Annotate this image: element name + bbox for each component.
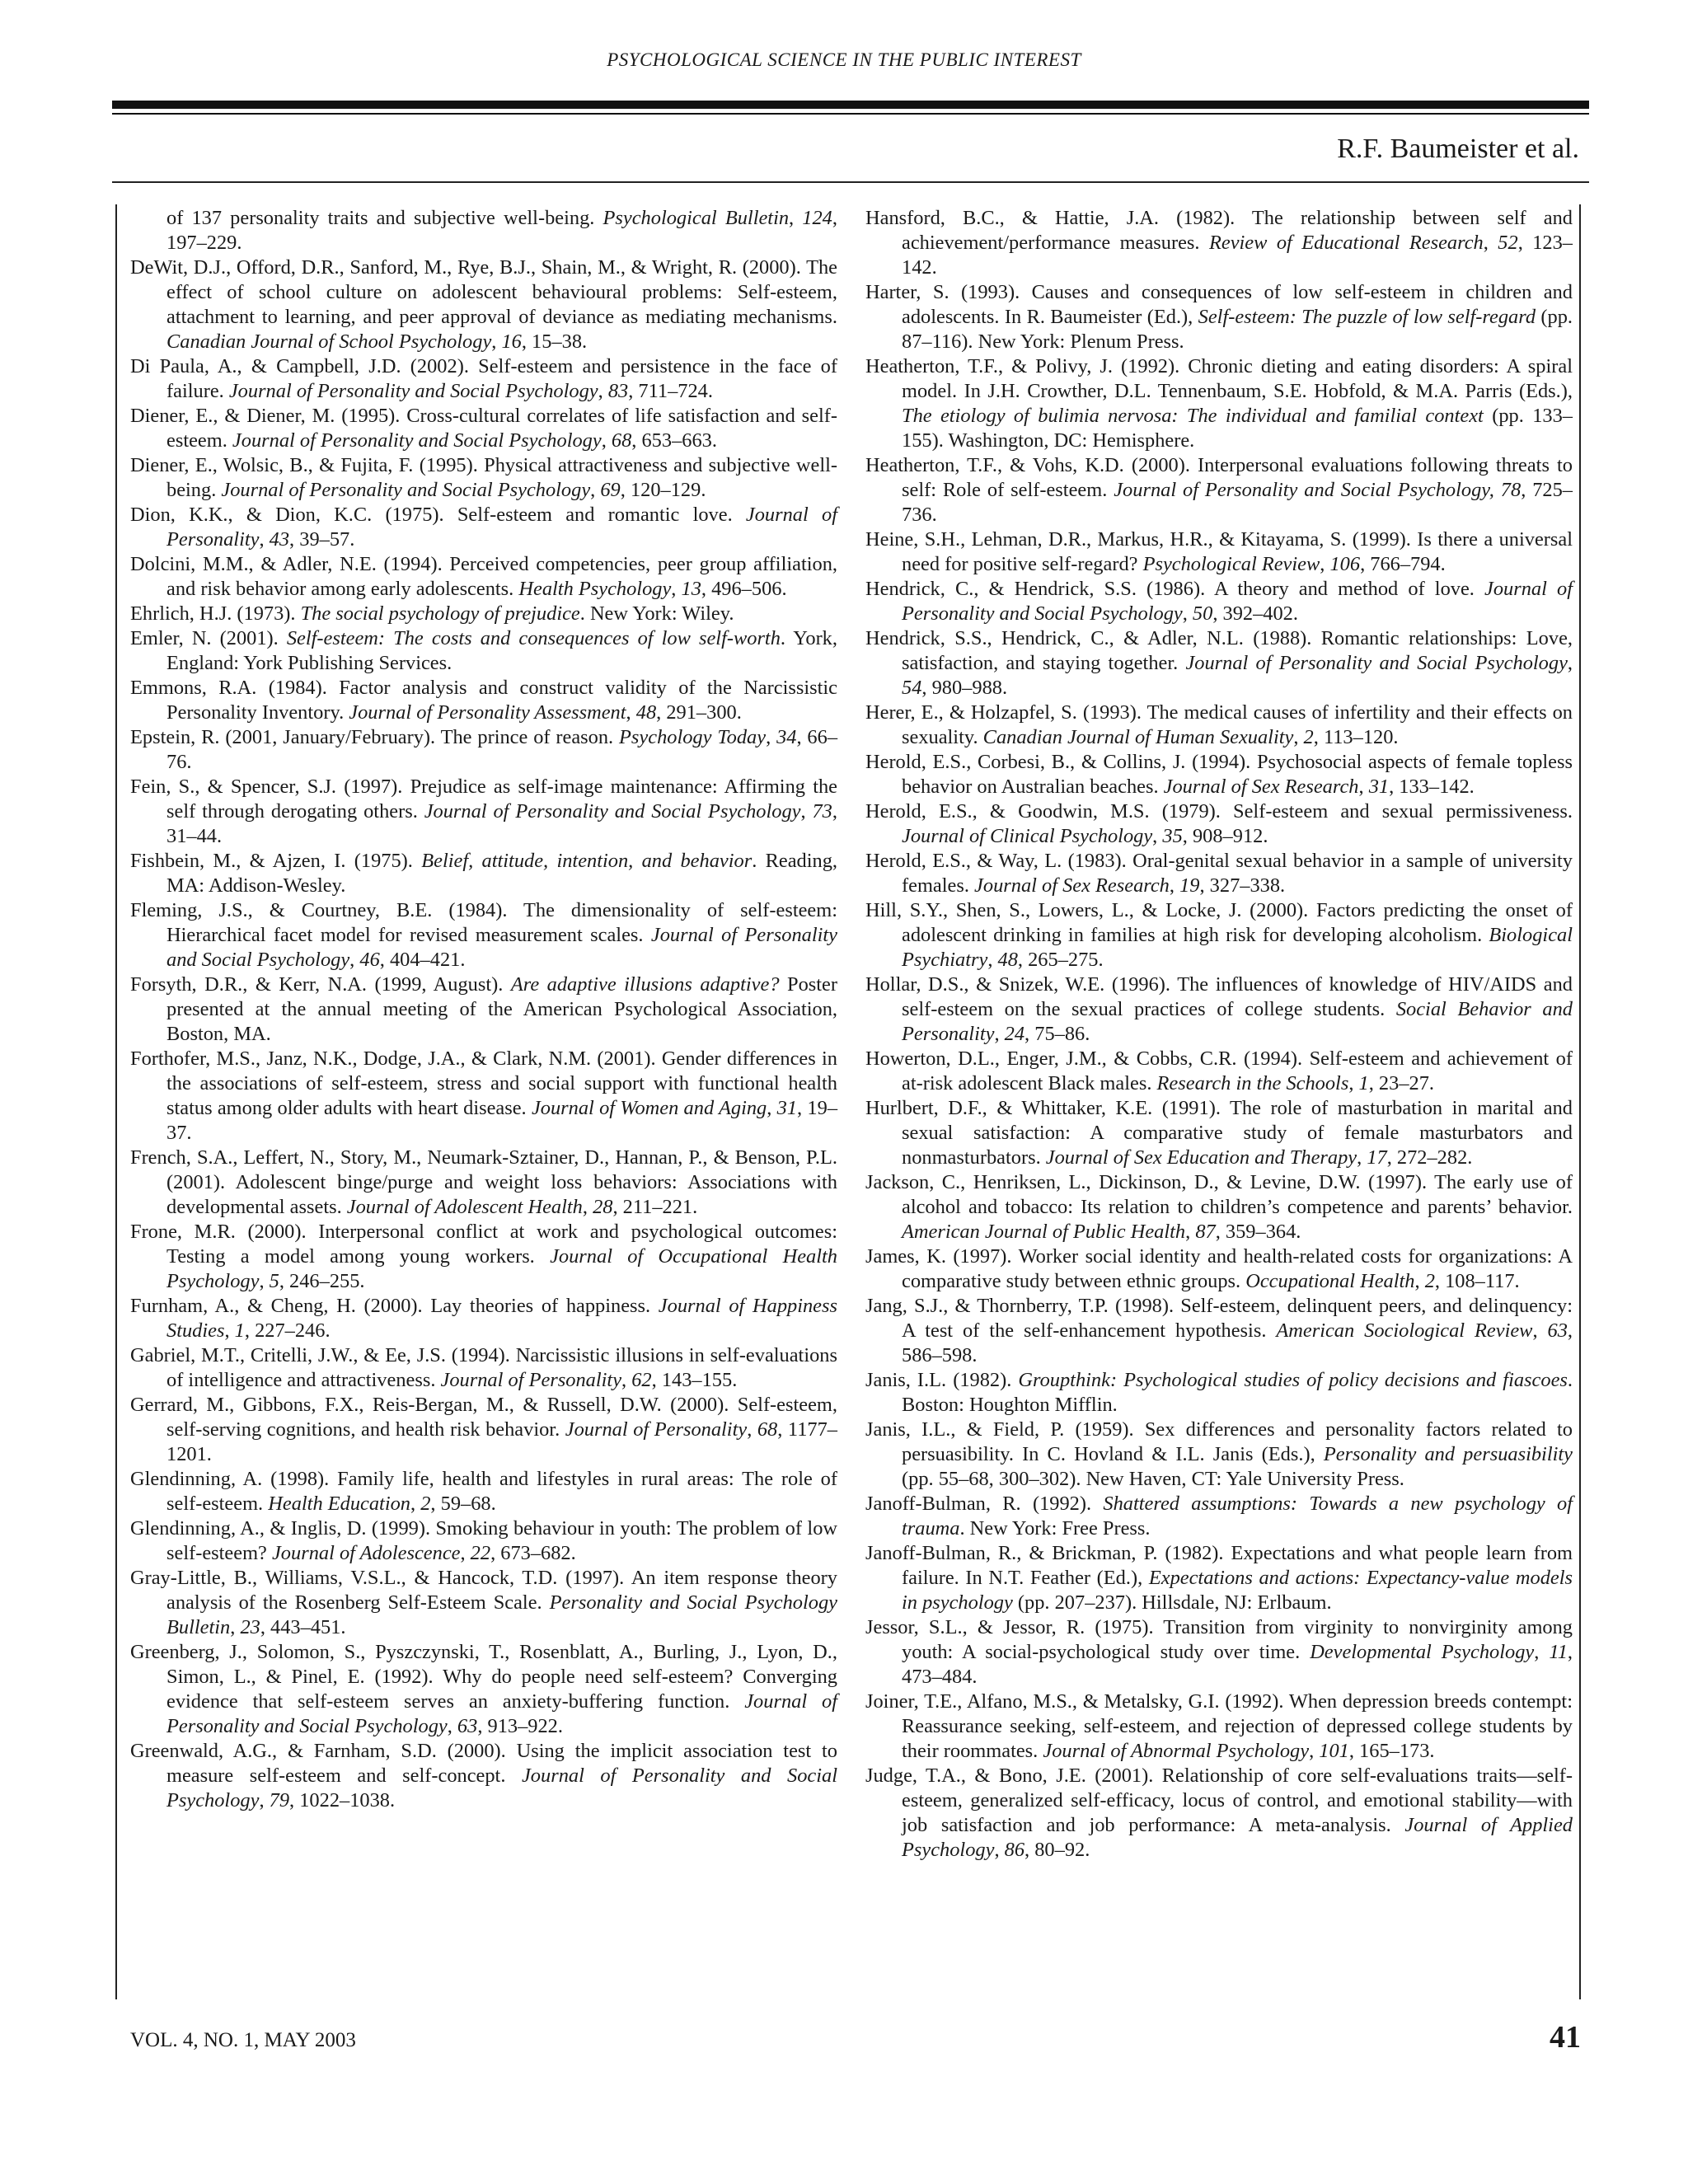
- reference-text: . Reading, MA: Addison-Wesley.: [166, 850, 837, 897]
- reference-italic: 43: [269, 528, 290, 551]
- reference-entry: [130, 1467, 837, 1516]
- reference-entry: [865, 1615, 1573, 1690]
- reference-text: Herold, E.S., & Goodwin, M.S. (1979). Self-esteem and sexual permissiveness.: [865, 800, 1573, 823]
- reference-italic: 68: [611, 429, 632, 452]
- reference-entry: [130, 503, 837, 552]
- reference-text: Joiner, T.E., Alfano, M.S., & Metalsky, G.I. (1992). When depression breeds contempt: Reassurance seeking, self-esteem, and rejection of depressed college students by their roommates.: [865, 1690, 1573, 1762]
- reference-column-left: [130, 206, 837, 1813]
- reference-italic: 2: [1303, 726, 1314, 748]
- reference-text: , 66–76.: [166, 726, 838, 773]
- reference-text: ,: [767, 1097, 777, 1119]
- reference-text: . Boston: Houghton Mifflin.: [902, 1369, 1573, 1416]
- reference-italic: 1: [234, 1319, 245, 1342]
- reference-italic: Journal of Abnormal Psychology: [1043, 1740, 1310, 1762]
- reference-text: Gray-Little, B., Williams, V.S.L., & Hancock, T.D. (1997). An item response theory analysis of the Rosenberg Self-Esteem Scale.: [130, 1567, 837, 1614]
- reference-entry: [865, 1170, 1573, 1244]
- reference-italic: 52: [1498, 232, 1518, 254]
- reference-italic: Journal of Personality and Social Psychology: [166, 924, 837, 971]
- reference-text: , 908–912.: [1182, 825, 1268, 847]
- reference-text: ,: [987, 949, 998, 971]
- reference-text: , 15–38.: [521, 330, 588, 353]
- reference-text: Howerton, D.L., Enger, J.M., & Cobbs, C.R. (1994). Self-esteem and achievement of at-risk adolescent Black males.: [865, 1047, 1573, 1094]
- reference-entry: [130, 1640, 837, 1739]
- reference-entry: [865, 626, 1573, 701]
- reference-italic: 35: [1162, 825, 1183, 847]
- reference-text: , 980–988.: [921, 677, 1008, 699]
- reference-text: ,: [601, 429, 612, 452]
- reference-entry: [865, 750, 1573, 799]
- reference-italic: Journal of Sex Research: [1163, 776, 1359, 798]
- reference-italic: 63: [457, 1715, 478, 1737]
- reference-entry: [130, 1047, 837, 1146]
- reference-text: (pp. 87–116). New York: Plenum Press.: [902, 306, 1573, 353]
- reference-italic: Personality and Social Psychology Bulletin: [166, 1591, 837, 1638]
- reference-italic: Journal of Personality and Social Psychology, 78: [1114, 479, 1522, 501]
- reference-italic: Journal of Clinical Psychology: [902, 825, 1153, 847]
- reference-text: , 31–44.: [166, 800, 837, 847]
- column-rule-right: [1579, 204, 1581, 1999]
- reference-text: , 496–506.: [701, 578, 787, 600]
- reference-text: . New York: Wiley.: [579, 602, 734, 625]
- reference-text: , 19–37.: [166, 1097, 838, 1144]
- reference-text: , 197–229.: [166, 207, 837, 254]
- reference-text: French, S.A., Leffert, N., Story, M., Neumark-Sztainer, D., Hannan, P., & Benson, P.L. (2001). Adolescent binge/purge and weight loss behaviors: Associations with developmental assets.: [130, 1146, 837, 1218]
- reference-text: ,: [1357, 1146, 1367, 1169]
- reference-entry: [865, 577, 1573, 626]
- reference-text: , 359–364.: [1215, 1221, 1301, 1243]
- reference-italic: 54: [902, 677, 922, 699]
- reference-italic: Review of Educational Research: [1208, 232, 1484, 254]
- reference-text: James, K. (1997). Worker social identity and health-related costs for organizations: A comparative study between ethnic groups.: [865, 1245, 1573, 1292]
- reference-text: , 265–275.: [1017, 949, 1104, 971]
- reference-text: Hendrick, S.S., Hendrick, C., & Adler, N.L. (1988). Romantic relationships: Love, satisfaction, and staying together.: [865, 627, 1573, 674]
- reference-text: ,: [1320, 553, 1330, 575]
- reference-italic: Health Psychology: [518, 578, 672, 600]
- reference-italic: Developmental Psychology: [1310, 1641, 1535, 1663]
- reference-italic: Are adaptive illusions adaptive?: [510, 973, 780, 996]
- reference-text: Herold, E.S., & Way, L. (1983). Oral-genital sexual behavior in a sample of university females.: [865, 850, 1573, 897]
- reference-italic: 22: [470, 1542, 491, 1564]
- reference-italic: 101: [1319, 1740, 1349, 1762]
- reference-text: Furnham, A., & Cheng, H. (2000). Lay theories of happiness.: [130, 1295, 659, 1317]
- reference-text: ,: [1358, 776, 1369, 798]
- reference-entry: [130, 1146, 837, 1220]
- reference-italic: Journal of Personality: [565, 1418, 748, 1441]
- reference-entry: [865, 849, 1573, 898]
- reference-text: Diener, E., Wolsic, B., & Fujita, F. (1995). Physical attractiveness and subjective well-being.: [130, 454, 837, 501]
- header-rule-thick: [112, 101, 1589, 109]
- reference-italic: Journal of Sex Education and Therapy: [1045, 1146, 1357, 1169]
- reference-entry: [865, 453, 1573, 527]
- reference-italic: 63: [1547, 1319, 1568, 1342]
- reference-text: (pp. 207–237). Hillsdale, NJ: Erlbaum.: [1012, 1591, 1332, 1614]
- reference-text: , 39–57.: [289, 528, 355, 551]
- reference-entry: [130, 898, 837, 972]
- reference-text: , 211–221.: [612, 1196, 698, 1218]
- reference-entry: [130, 1393, 837, 1467]
- reference-italic: Journal of Adolescence: [271, 1542, 461, 1564]
- reference-italic: Journal of Personality: [440, 1369, 622, 1391]
- reference-text: of 137 personality traits and subjective well-being.: [166, 207, 603, 229]
- reference-text: Janis, I.L. (1982).: [865, 1369, 1019, 1391]
- reference-italic: Psychological Review: [1142, 553, 1320, 575]
- reference-italic: Journal of Occupational Health Psychology: [166, 1245, 837, 1292]
- reference-text: ,: [1348, 1072, 1359, 1094]
- reference-text: ,: [491, 330, 502, 353]
- column-rule-left: [115, 204, 117, 1999]
- running-head-authors: R.F. Baumeister et al.: [1337, 134, 1579, 164]
- reference-text: ,: [349, 949, 360, 971]
- reference-text: Heine, S.H., Lehman, D.R., Markus, H.R., & Kitayama, S. (1999). Is there a universal need for positive self-regard?: [865, 528, 1573, 575]
- reference-italic: 106: [1329, 553, 1361, 575]
- reference-text: , 123–142.: [902, 232, 1573, 279]
- reference-text: . New York: Free Press.: [959, 1517, 1151, 1540]
- reference-text: , 246–255.: [279, 1270, 365, 1292]
- reference-text: ,: [621, 1369, 632, 1391]
- reference-entry: [865, 206, 1573, 280]
- reference-entry: [130, 626, 837, 676]
- reference-text: ,: [230, 1616, 241, 1638]
- reference-entry: [130, 725, 837, 775]
- reference-entry: [865, 1294, 1573, 1368]
- page-number: 41: [1550, 2020, 1581, 2055]
- reference-italic: Self-esteem: The puzzle of low self-regard: [1198, 306, 1536, 328]
- reference-entry: [865, 354, 1573, 453]
- reference-entry: [865, 799, 1573, 849]
- header-rule-thin: [112, 113, 1589, 115]
- reference-italic: 34: [776, 726, 797, 748]
- reference-text: Herer, E., & Holzapfel, S. (1993). The medical causes of infertility and their effects on sexuality.: [865, 701, 1573, 748]
- reference-entry: [130, 404, 837, 453]
- reference-italic: Health Education: [268, 1493, 411, 1515]
- reference-text: , 75–86.: [1025, 1023, 1090, 1045]
- reference-italic: Journal of Applied Psychology: [902, 1814, 1573, 1861]
- reference-text: , 108–117.: [1434, 1270, 1520, 1292]
- reference-italic: Journal of Personality and Social Psychology: [166, 1690, 837, 1737]
- reference-text: ,: [1293, 726, 1304, 748]
- reference-text: (pp. 133–155). Washington, DC: Hemisphere.: [902, 405, 1573, 452]
- reference-entry: [865, 1368, 1573, 1418]
- reference-text: Judge, T.A., & Bono, J.E. (2001). Relationship of core self-evaluations traits—self-esteem, generalized self-efficacy, locus of control, and emotional stability—with job satisfaction and job performance: A meta-analysis.: [865, 1765, 1573, 1836]
- reference-text: , 913–922.: [477, 1715, 563, 1737]
- reference-entry: [865, 972, 1573, 1047]
- reference-text: ,: [447, 1715, 457, 1737]
- reference-text: ,: [598, 380, 608, 402]
- reference-italic: 31: [776, 1097, 798, 1119]
- reference-entry: [130, 849, 837, 898]
- reference-italic: 24: [1004, 1023, 1025, 1045]
- reference-text: DeWit, D.J., Offord, D.R., Sanford, M., Rye, B.J., Shain, M., & Wright, R. (2000). The effect of school culture on adolescent behavioural problems: Self-esteem, attachment to learning, and peer approval of deviance as mediating mechanisms.: [130, 256, 837, 328]
- reference-text: Glendinning, A., & Inglis, D. (1999). Smoking behaviour in youth: The problem of low self-esteem?: [130, 1517, 837, 1564]
- reference-text: ,: [1534, 1641, 1550, 1663]
- reference-entry: [130, 1566, 837, 1640]
- reference-italic: Journal of Personality Assessment: [349, 701, 626, 724]
- reference-entry: [865, 1541, 1573, 1615]
- reference-italic: 50: [1192, 602, 1213, 625]
- reference-text: , 133–142.: [1389, 776, 1475, 798]
- reference-italic: Journal of Personality and Social Psychology: [221, 479, 591, 501]
- reference-text: , 586–598.: [902, 1319, 1573, 1366]
- reference-italic: Belief, attitude, intention, and behavior: [421, 850, 753, 872]
- reference-text: , 404–421.: [379, 949, 466, 971]
- reference-italic: 28: [593, 1196, 613, 1218]
- reference-text: ,: [766, 726, 777, 748]
- reference-italic: Self-esteem: The costs and consequences of low self-worth: [286, 627, 781, 649]
- reference-italic: 48: [997, 949, 1018, 971]
- reference-italic: 68: [757, 1418, 778, 1441]
- reference-text: , 327–338.: [1199, 874, 1286, 897]
- reference-text: , 120–129.: [620, 479, 706, 501]
- reference-text: Janoff-Bulman, R., & Brickman, P. (1982). Expectations and what people learn from failure. In N.T. Feather (Ed.),: [865, 1542, 1573, 1589]
- reference-italic: 2: [420, 1493, 431, 1515]
- reference-text: Hurlbert, D.F., & Whittaker, K.E. (1991). The role of masturbation in marital and sexual satisfaction: A comparative study of female masturbators and nonmasturbators.: [865, 1097, 1573, 1169]
- reference-text: Forthofer, M.S., Janz, N.K., Dodge, J.A., & Clark, N.M. (2001). Gender differences in the associations of self-esteem, stress and social support with functional health status among older adults with heart disease.: [130, 1047, 837, 1119]
- reference-italic: 73: [812, 800, 832, 823]
- reference-text: ,: [1185, 1221, 1196, 1243]
- reference-text: Hollar, D.S., & Snizek, W.E. (1996). The influences of knowledge of HIV/AIDS and self-esteem on the sexual practices of college students.: [865, 973, 1573, 1020]
- reference-text: , 725–736.: [902, 479, 1573, 526]
- reference-italic: 79: [269, 1789, 290, 1811]
- reference-text: , 143–155.: [651, 1369, 738, 1391]
- reference-text: , 443–451.: [260, 1616, 346, 1638]
- reference-text: Heatherton, T.F., & Polivy, J. (1992). Chronic dieting and eating disorders: A spiral model. In J.H. Crowther, D.L. Tennenbaum, S.E. Hobfold, & M.A. Parris (Eds.),: [865, 355, 1573, 402]
- reference-text: Ehrlich, H.J. (1973).: [130, 602, 301, 625]
- reference-italic: Journal of Personality and Social Psychology: [166, 1765, 837, 1811]
- reference-entry: [130, 676, 837, 725]
- reference-italic: 23: [240, 1616, 260, 1638]
- reference-text: ,: [582, 1196, 593, 1218]
- reference-text: ,: [259, 1270, 270, 1292]
- reference-text: ,: [626, 701, 636, 724]
- reference-text: ,: [1567, 652, 1573, 674]
- reference-text: , 673–682.: [490, 1542, 576, 1564]
- reference-italic: 2: [1424, 1270, 1435, 1292]
- reference-italic: The etiology of bulimia nervosa: The individual and familial context: [902, 405, 1484, 427]
- reference-italic: Groupthink: Psychological studies of policy decisions and fiascoes: [1018, 1369, 1568, 1391]
- reference-italic: Occupational Health: [1245, 1270, 1415, 1292]
- reference-italic: Journal of Happiness Studies: [166, 1295, 837, 1342]
- reference-entry: [130, 1343, 837, 1393]
- header-rule-bottom: [112, 181, 1589, 183]
- reference-entry: [130, 354, 837, 404]
- reference-entry: [865, 898, 1573, 972]
- reference-text: Hill, S.Y., Shen, S., Lowers, L., & Locke, J. (2000). Factors predicting the onset of adolescent drinking in families at high risk for developing alcoholism.: [865, 899, 1573, 946]
- reference-text: Emmons, R.A. (1984). Factor analysis and construct validity of the Narcissistic Personality Inventory.: [130, 677, 837, 724]
- reference-text: ,: [224, 1319, 235, 1342]
- reference-italic: Research in the Schools: [1156, 1072, 1349, 1094]
- reference-entry: [130, 453, 837, 503]
- reference-italic: 48: [635, 701, 657, 724]
- reference-italic: Journal of Adolescent Health: [346, 1196, 583, 1218]
- reference-text: ,: [590, 479, 601, 501]
- reference-text: Hendrick, C., & Hendrick, S.S. (1986). A theory and method of love.: [865, 578, 1485, 600]
- reference-italic: Psychology Today: [619, 726, 767, 748]
- reference-text: ,: [460, 1542, 471, 1564]
- reference-text: , 392–402.: [1212, 602, 1298, 625]
- reference-italic: Journal of Personality and Social Psychology: [228, 380, 598, 402]
- reference-text: , 1177–1201.: [166, 1418, 837, 1465]
- reference-italic: 31: [1368, 776, 1390, 798]
- reference-italic: 17: [1367, 1146, 1387, 1169]
- reference-text: Dion, K.K., & Dion, K.C. (1975). Self-esteem and romantic love.: [130, 504, 746, 526]
- reference-text: Epstein, R. (2001, January/February). The prince of reason.: [130, 726, 620, 748]
- reference-italic: Expectations and actions: Expectancy-value models in psychology: [902, 1567, 1573, 1614]
- reference-text: Herold, E.S., Corbesi, B., & Collins, J. (1994). Psychosocial aspects of female topless behavior on Australian beaches.: [865, 751, 1573, 798]
- reference-text: ,: [800, 800, 813, 823]
- reference-italic: Journal of Personality and Social Psychology: [1185, 652, 1568, 674]
- reference-text: Frone, M.R. (2000). Interpersonal conflict at work and psychological outcomes: Testing a model among young workers.: [130, 1221, 837, 1268]
- reference-text: ,: [410, 1493, 421, 1515]
- reference-text: Harter, S. (1993). Causes and consequences of low self-esteem in children and adolescents. In R. Baumeister (Ed.),: [865, 281, 1573, 328]
- reference-italic: 69: [600, 479, 621, 501]
- reference-italic: Shattered assumptions: Towards a new psychology of trauma: [902, 1493, 1573, 1540]
- reference-italic: 5: [269, 1270, 279, 1292]
- reference-text: Fleming, J.S., & Courtney, B.E. (1984). The dimensionality of self-esteem: Hierarchical facet model for revised measurement scales.: [130, 899, 837, 946]
- reference-italic: Journal of Personality: [166, 504, 837, 551]
- reference-text: Hansford, B.C., & Hattie, J.A. (1982). The relationship between self and achievement/performance measures.: [865, 207, 1573, 254]
- reference-entry: [865, 1764, 1573, 1863]
- reference-text: (pp. 55–68, 300–302). New Haven, CT: Yale University Press.: [902, 1468, 1404, 1490]
- reference-italic: Journal of Personality and Social Psychology: [232, 429, 602, 452]
- reference-text: Fishbein, M., & Ajzen, I. (1975).: [130, 850, 422, 872]
- reference-text: ,: [789, 207, 803, 229]
- reference-text: Diener, E., & Diener, M. (1995). Cross-cultural correlates of life satisfaction and self-esteem.: [130, 405, 837, 452]
- reference-italic: Social Behavior and Personality: [902, 998, 1573, 1045]
- journal-title: PSYCHOLOGICAL SCIENCE IN THE PUBLIC INTEREST: [607, 49, 1081, 70]
- reference-text: , 473–484.: [902, 1641, 1573, 1688]
- reference-text: Jackson, C., Henriksen, L., Dickinson, D., & Levine, D.W. (1997). The early use of alcohol and tobacco: Its relation to children’s competence and parents’ behavior.: [865, 1171, 1573, 1218]
- reference-text: Gabriel, M.T., Critelli, J.W., & Ee, J.S. (1994). Narcissistic illusions in self-evaluations of intelligence and attractiveness.: [130, 1344, 837, 1391]
- reference-text: , 272–282.: [1386, 1146, 1473, 1169]
- reference-text: . York, England: York Publishing Services.: [166, 627, 837, 674]
- reference-text: Forsyth, D.R., & Kerr, N.A. (1999, August).: [130, 973, 511, 996]
- reference-italic: Journal of Sex Research: [974, 874, 1170, 897]
- reference-text: ,: [1182, 602, 1193, 625]
- reference-italic: American Sociological Review: [1276, 1319, 1533, 1342]
- reference-entry: [865, 1096, 1573, 1170]
- reference-text: Dolcini, M.M., & Adler, N.E. (1994). Perceived competencies, peer group affiliation, and risk behavior among early adolescents.: [130, 553, 837, 600]
- reference-entry: [865, 1690, 1573, 1764]
- reference-text: ,: [994, 1839, 1005, 1861]
- reference-text: ,: [259, 1789, 270, 1811]
- reference-text: Janoff-Bulman, R. (1992).: [865, 1493, 1104, 1515]
- reference-italic: 19: [1179, 874, 1200, 897]
- reference-entry: [130, 1294, 837, 1343]
- reference-text: Jessor, S.L., & Jessor, R. (1975). Transition from virginity to nonvirginity among youth: A social-psychological study over time.: [865, 1616, 1573, 1663]
- reference-text: , 80–92.: [1025, 1839, 1090, 1861]
- reference-text: Gerrard, M., Gibbons, F.X., Reis-Bergan, M., & Russell, D.W. (2000). Self-esteem, self-serving cognitions, and health risk behavior.: [130, 1394, 837, 1441]
- volume-info: VOL. 4, NO. 1, MAY 2003: [130, 2029, 356, 2051]
- reference-text: , 291–300.: [656, 701, 742, 724]
- reference-italic: The social psychology of prejudice: [300, 602, 580, 625]
- reference-italic: Personality and persuasibility: [1323, 1443, 1573, 1465]
- reference-text: Greenwald, A.G., & Farnham, S.D. (2000). Using the implicit association test to measure self-esteem and self-concept.: [130, 1740, 837, 1787]
- reference-text: Emler, N. (2001).: [130, 627, 287, 649]
- reference-entry: [865, 701, 1573, 750]
- reference-text: ,: [1152, 825, 1163, 847]
- reference-text: Poster presented at the annual meeting of the American Psychological Association, Boston, MA.: [166, 973, 837, 1045]
- reference-entry: [865, 1492, 1573, 1541]
- reference-text: Janis, I.L., & Field, P. (1959). Sex differences and personality factors related to persuasibility. In C. Hovland & I.L. Janis (Eds.),: [865, 1418, 1573, 1465]
- reference-entry: [130, 1739, 837, 1813]
- reference-entry: [865, 280, 1573, 354]
- reference-italic: 11: [1549, 1641, 1568, 1663]
- reference-italic: 16: [501, 330, 522, 353]
- reference-entry: [130, 255, 837, 354]
- reference-text: ,: [1532, 1319, 1548, 1342]
- reference-text: ,: [1414, 1270, 1425, 1292]
- reference-column-right: [865, 206, 1573, 1863]
- reference-italic: Canadian Journal of Human Sexuality: [982, 726, 1294, 748]
- reference-italic: 87: [1195, 1221, 1216, 1243]
- reference-italic: Journal of Personality and Social Psychology: [424, 800, 801, 823]
- reference-italic: Biological Psychiatry: [902, 924, 1573, 971]
- reference-italic: 62: [631, 1369, 652, 1391]
- reference-text: ,: [994, 1023, 1005, 1045]
- reference-entry: [865, 527, 1573, 577]
- reference-italic: Journal of Women and Aging: [531, 1097, 767, 1119]
- reference-text: ,: [1483, 232, 1498, 254]
- reference-entry: [130, 602, 837, 626]
- reference-italic: 83: [607, 380, 629, 402]
- reference-entry: [130, 552, 837, 602]
- reference-text: Di Paula, A., & Campbell, J.D. (2002). Self-esteem and persistence in the face of failure.: [130, 355, 837, 402]
- reference-text: , 59–68.: [430, 1493, 496, 1515]
- reference-text: , 113–120.: [1313, 726, 1399, 748]
- reference-italic: Canadian Journal of School Psychology: [166, 330, 492, 353]
- reference-text: , 23–27.: [1368, 1072, 1435, 1094]
- reference-text: , 653–663.: [631, 429, 717, 452]
- reference-italic: American Journal of Public Health: [902, 1221, 1186, 1243]
- reference-entry: [130, 1220, 837, 1294]
- reference-entry: [865, 1418, 1573, 1492]
- reference-text: ,: [1309, 1740, 1320, 1762]
- reference-text: , 1022–1038.: [289, 1789, 396, 1811]
- reference-entry: [865, 1047, 1573, 1096]
- reference-italic: 13: [681, 578, 701, 600]
- reference-text: ,: [671, 578, 682, 600]
- reference-text: Glendinning, A. (1998). Family life, health and lifestyles in rural areas: The role of self-esteem.: [130, 1468, 837, 1515]
- reference-text: ,: [1169, 874, 1180, 897]
- reference-text: Heatherton, T.F., & Vohs, K.D. (2000). Interpersonal evaluations following threats to self: Role of self-esteem.: [865, 454, 1573, 501]
- reference-text: , 227–246.: [244, 1319, 331, 1342]
- reference-entry: [865, 1244, 1573, 1294]
- reference-italic: Psychological Bulletin: [603, 207, 790, 229]
- reference-text: Fein, S., & Spencer, S.J. (1997). Prejudice as self-image maintenance: Affirming the self through derogating others.: [130, 776, 837, 823]
- reference-entry: [130, 206, 837, 255]
- reference-text: , 766–794.: [1360, 553, 1446, 575]
- reference-text: , 165–173.: [1348, 1740, 1435, 1762]
- reference-entry: [130, 775, 837, 849]
- reference-text: Jang, S.J., & Thornberry, T.P. (1998). Self-esteem, delinquent peers, and delinquency: A test of the self-enhancement hypothesis.: [865, 1295, 1573, 1342]
- reference-entry: [130, 972, 837, 1047]
- reference-italic: 124: [802, 207, 832, 229]
- reference-italic: 1: [1358, 1072, 1369, 1094]
- reference-italic: 86: [1004, 1839, 1025, 1861]
- reference-italic: 46: [359, 949, 380, 971]
- reference-text: Greenberg, J., Solomon, S., Pyszczynski, T., Rosenblatt, A., Burling, J., Lyon, D., Simon, L., & Pinel, E. (1992). Why do people need self-esteem? Converging evidence that self-esteem serves an anxiety-buffering function.: [130, 1641, 837, 1713]
- reference-text: , 711–724.: [628, 380, 713, 402]
- reference-text: ,: [747, 1418, 757, 1441]
- reference-italic: Journal of Personality and Social Psychology: [902, 578, 1573, 625]
- reference-entry: [130, 1516, 837, 1566]
- reference-text: ,: [259, 528, 270, 551]
